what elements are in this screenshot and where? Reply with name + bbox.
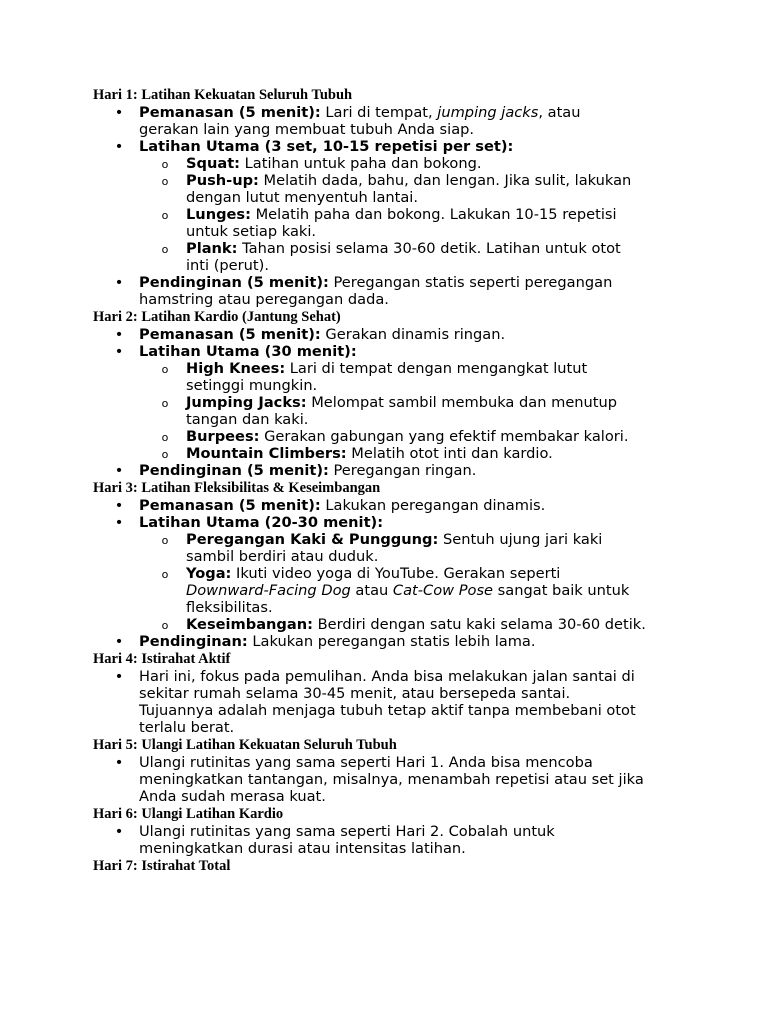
sub-list-item (139, 565, 693, 616)
text-run: Lari di tempat dengan mengangkat lutut (285, 360, 588, 377)
text-run: Peregangan ringan. (328, 462, 477, 479)
circle-bullet-icon: o (161, 209, 169, 222)
text-line (139, 514, 693, 531)
sub-list-item (139, 616, 693, 633)
circle-bullet-icon: o (161, 568, 169, 581)
sub-list-item (139, 445, 693, 462)
italic-term: Cat-Cow Pose (392, 582, 494, 599)
bold-label: High Knees: (186, 360, 286, 377)
italic-term: jumping jacks (437, 104, 539, 121)
text-line (186, 599, 693, 616)
bold-label: Squat: (186, 155, 241, 172)
text-run: Peregangan statis seperti peregangan (328, 274, 613, 291)
bold-label: Pemanasan (5 menit): (139, 326, 321, 343)
bold-label: Latihan Utama (20-30 menit): (139, 514, 384, 531)
list-item (93, 823, 693, 857)
sub-list-item (139, 360, 693, 394)
bold-label: Plank: (186, 240, 238, 257)
bold-label: Pendinginan (5 menit): (139, 462, 329, 479)
day-heading: Hari 1: Latihan Kekuatan Seluruh Tubuh (93, 87, 353, 103)
text-line (139, 719, 693, 736)
day-heading: Hari 7: Istirahat Total (93, 858, 231, 874)
list-item (93, 274, 693, 308)
bold-label: Pendinginan: (139, 633, 248, 650)
text-run: Tahan posisi selama 30-60 detik. Latihan untuk otot (237, 240, 621, 257)
text-line (139, 788, 693, 805)
bullet-list (93, 754, 693, 805)
day-heading: Hari 6: Ulangi Latihan Kardio (93, 806, 284, 822)
bold-label: Jumping Jacks: (186, 394, 307, 411)
circle-bullet-icon: o (161, 397, 169, 410)
text-run: Berdiri dengan satu kaki selama 30-60 detik. (312, 616, 646, 633)
bullet-list (93, 326, 693, 479)
text-line (186, 360, 693, 377)
sub-list-item (139, 172, 693, 206)
text-run: dengan lutut menyentuh lantai. (186, 189, 418, 206)
text-line (139, 823, 693, 840)
bullet-icon: • (114, 823, 124, 840)
list-item (93, 754, 693, 805)
text-run: untuk setiap kaki. (186, 223, 317, 240)
circle-bullet-icon: o (161, 534, 169, 547)
text-line (139, 754, 693, 771)
text-run: meningkatkan durasi atau intensitas latihan. (139, 840, 466, 857)
text-line (186, 206, 693, 223)
sub-list (139, 155, 693, 274)
bold-label: Latihan Utama (30 menit): (139, 343, 357, 360)
bullet-list (93, 668, 693, 736)
bullet-icon: • (114, 274, 124, 291)
text-line (139, 462, 693, 479)
sub-list-item (139, 240, 693, 274)
bullet-icon: • (114, 668, 124, 685)
text-run: Melompat sambil membuka dan menutup (306, 394, 618, 411)
list-item (93, 497, 693, 514)
text-run: , atau (538, 104, 581, 121)
text-line (139, 633, 693, 650)
text-run: Gerakan gabungan yang efektif membakar kalori. (259, 428, 629, 445)
bold-label: Burpees: (186, 428, 260, 445)
bold-label: Pendinginan (5 menit): (139, 274, 329, 291)
bullet-icon: • (114, 633, 124, 650)
sub-list-item (139, 155, 693, 172)
bold-label: Pemanasan (5 menit): (139, 497, 321, 514)
list-item (93, 633, 693, 650)
day-heading: Hari 2: Latihan Kardio (Jantung Sehat) (93, 309, 341, 325)
text-line (139, 702, 693, 719)
list-item (93, 462, 693, 479)
text-line (139, 497, 693, 514)
sub-list-item (139, 531, 693, 565)
text-line (139, 104, 693, 121)
text-run: setinggi mungkin. (186, 377, 318, 394)
day-heading: Hari 4: Istirahat Aktif (93, 651, 231, 667)
text-line (139, 685, 693, 702)
bullet-icon: • (114, 104, 124, 121)
bold-label: Keseimbangan: (186, 616, 313, 633)
circle-bullet-icon: o (161, 619, 169, 632)
circle-bullet-icon: o (161, 243, 169, 256)
sub-list (139, 360, 693, 462)
circle-bullet-icon: o (161, 363, 169, 376)
list-item (93, 326, 693, 343)
text-line (139, 326, 693, 343)
text-run: Hari ini, fokus pada pemulihan. Anda bisa melakukan jalan santai di (139, 668, 635, 685)
text-run: sangat baik untuk (493, 582, 630, 599)
bold-label: Lunges: (186, 206, 251, 223)
text-run: hamstring atau peregangan dada. (139, 291, 389, 308)
italic-term: Downward-Facing Dog (186, 582, 351, 599)
text-line (186, 223, 693, 240)
text-line (186, 172, 693, 189)
text-line (186, 377, 693, 394)
text-run: Tujuannya adalah menjaga tubuh tetap aktif tanpa membebani otot (139, 702, 636, 719)
text-run: Ikuti video yoga di YouTube. Gerakan seperti (231, 565, 561, 582)
text-run: terlalu berat. (139, 719, 235, 736)
bullet-list (93, 104, 693, 308)
list-item (93, 138, 693, 274)
day-heading: Hari 5: Ulangi Latihan Kekuatan Seluruh Tubuh (93, 737, 397, 753)
sub-list-item (139, 428, 693, 445)
text-line (139, 274, 693, 291)
text-line (186, 582, 693, 599)
bullet-icon: • (114, 514, 124, 531)
text-line (186, 257, 693, 274)
text-line (139, 840, 693, 857)
bold-label: Latihan Utama (3 set, 10-15 repetisi per set): (139, 138, 514, 155)
bullet-icon: • (114, 326, 124, 343)
text-line (139, 121, 693, 138)
text-line (186, 394, 693, 411)
bullet-list (93, 823, 693, 857)
text-line (139, 291, 693, 308)
circle-bullet-icon: o (161, 175, 169, 188)
bullet-icon: • (114, 462, 124, 479)
text-run: Gerakan dinamis ringan. (320, 326, 506, 343)
text-line (186, 548, 693, 565)
sub-list (139, 531, 693, 633)
bold-label: Yoga: (186, 565, 232, 582)
text-line (139, 771, 693, 788)
text-line (186, 155, 693, 172)
text-run: inti (perut). (186, 257, 269, 274)
text-line (186, 616, 693, 633)
bold-label: Push-up: (186, 172, 259, 189)
text-run: atau (350, 582, 393, 599)
text-line (186, 189, 693, 206)
text-run: Latihan untuk paha dan bokong. (240, 155, 482, 172)
text-run: gerakan lain yang membuat tubuh Anda siap. (139, 121, 475, 138)
text-line (186, 565, 693, 582)
workout-plan-document (93, 86, 693, 875)
text-run: sambil berdiri atau duduk. (186, 548, 379, 565)
text-run: meningkatkan tantangan, misalnya, menambah repetisi atau set jika (139, 771, 644, 788)
text-run: Anda sudah merasa kuat. (139, 788, 326, 805)
text-run: Ulangi rutinitas yang sama seperti Hari 2. Cobalah untuk (139, 823, 555, 840)
text-line (186, 240, 693, 257)
list-item (93, 343, 693, 462)
text-line (139, 138, 693, 155)
text-line (186, 411, 693, 428)
bold-label: Peregangan Kaki & Punggung: (186, 531, 439, 548)
text-run: Melatih paha dan bokong. Lakukan 10-15 repetisi (250, 206, 617, 223)
list-item (93, 668, 693, 736)
text-line (139, 343, 693, 360)
bullet-list (93, 497, 693, 650)
text-run: sekitar rumah selama 30-45 menit, atau bersepeda santai. (139, 685, 571, 702)
bullet-icon: • (114, 754, 124, 771)
text-line (186, 445, 693, 462)
sub-list-item (139, 394, 693, 428)
text-run: Ulangi rutinitas yang sama seperti Hari 1. Anda bisa mencoba (139, 754, 593, 771)
circle-bullet-icon: o (161, 158, 169, 171)
sub-list-item (139, 206, 693, 240)
text-run: Sentuh ujung jari kaki (438, 531, 603, 548)
day-heading: Hari 3: Latihan Fleksibilitas & Keseimbangan (93, 480, 381, 496)
circle-bullet-icon: o (161, 448, 169, 461)
bullet-icon: • (114, 497, 124, 514)
text-run: Lakukan peregangan dinamis. (320, 497, 546, 514)
circle-bullet-icon: o (161, 431, 169, 444)
text-line (186, 428, 693, 445)
text-run: Melatih otot inti dan kardio. (346, 445, 553, 462)
text-run: Melatih dada, bahu, dan lengan. Jika sulit, lakukan (258, 172, 632, 189)
text-run: tangan dan kaki. (186, 411, 309, 428)
text-run: Lari di tempat, (320, 104, 438, 121)
bullet-icon: • (114, 343, 124, 360)
text-run: Lakukan peregangan statis lebih lama. (247, 633, 536, 650)
text-run: fleksibilitas. (186, 599, 273, 616)
bold-label: Mountain Climbers: (186, 445, 347, 462)
list-item (93, 514, 693, 633)
text-line (139, 668, 693, 685)
text-line (186, 531, 693, 548)
bold-label: Pemanasan (5 menit): (139, 104, 321, 121)
list-item (93, 104, 693, 138)
bullet-icon: • (114, 138, 124, 155)
